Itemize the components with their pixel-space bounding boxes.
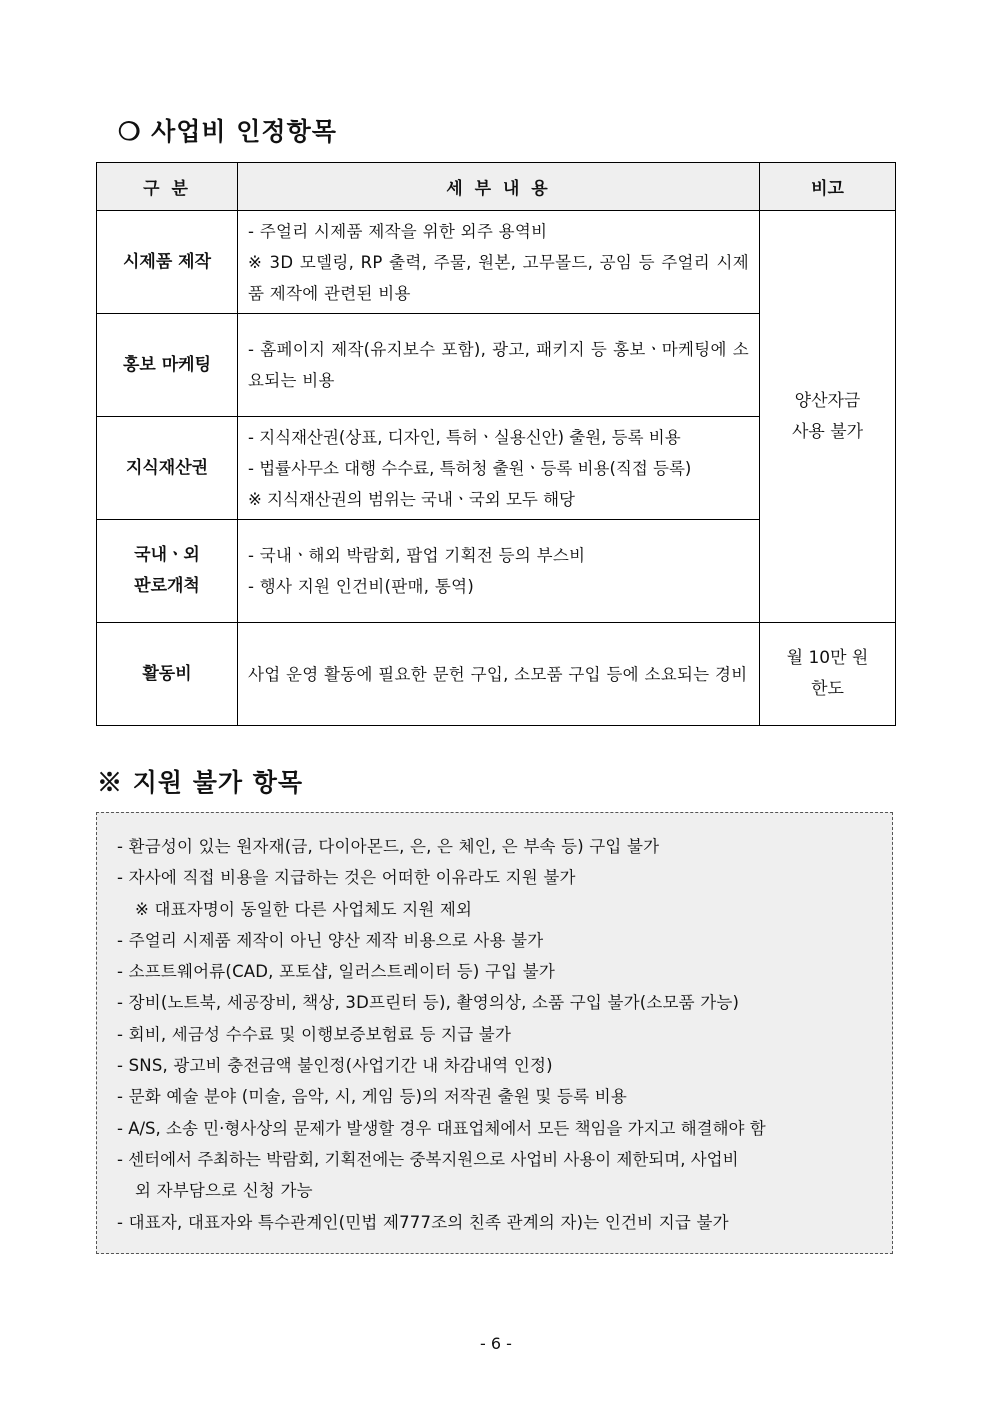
list-item: - 문화 예술 분야 (미술, 음악, 시, 게임 등)의 저작권 출원 및 등록 비용 bbox=[117, 1087, 628, 1107]
page-number: - 6 - bbox=[480, 1334, 512, 1353]
header-category: 구 분 bbox=[97, 163, 238, 211]
details-marketing bbox=[238, 314, 760, 417]
list-item: - 주얼리 시제품 제작이 아닌 양산 제작 비용으로 사용 불가 bbox=[117, 930, 544, 950]
detail-line: 사업 운영 활동에 필요한 문헌 구입, 소모품 구입 등에 소요되는 경비 bbox=[248, 664, 748, 684]
category-marketing: 홍보 마케팅 bbox=[97, 314, 238, 417]
category-activity: 활동비 bbox=[97, 623, 238, 726]
list-item: - SNS, 광고비 충전금액 불인정(사업기간 내 차감내역 인정) bbox=[117, 1056, 553, 1076]
section-title-unsupported-items: ※ 지원 불가 항목 bbox=[97, 768, 304, 797]
note-line: 사용 불가 bbox=[791, 421, 864, 442]
detail-line: - 홈페이지 제작(유지보수 포함), 광고, 패키지 등 홍보ㆍ마케팅에 소요되는 비용 bbox=[248, 340, 749, 390]
header-details: 세 부 내 용 bbox=[238, 163, 760, 211]
category-line: 국내ㆍ외 bbox=[134, 545, 200, 565]
detail-line: - 법률사무소 대행 수수료, 특허청 출원ㆍ등록 비용(직접 등록) bbox=[248, 458, 692, 478]
note-line: 한도 bbox=[811, 679, 844, 699]
details-ip bbox=[238, 417, 760, 520]
detail-line: - 국내ㆍ해외 박람회, 팝업 기획전 등의 부스비 bbox=[248, 546, 586, 565]
category-ip: 지식재산권 bbox=[97, 417, 238, 520]
detail-line: - 주얼리 시제품 제작을 위한 외주 용역비 bbox=[248, 221, 548, 241]
list-item: ※ 대표자명이 동일한 다른 사업체도 지원 제외 bbox=[135, 899, 473, 919]
note-activity-limit bbox=[760, 623, 896, 726]
category-sales-channel bbox=[97, 520, 238, 623]
list-item: - 소프트웨어류(CAD, 포토샵, 일러스트레이터 등) 구입 불가 bbox=[117, 962, 556, 982]
details-activity bbox=[238, 623, 760, 726]
category-prototype: 시제품 제작 bbox=[97, 211, 238, 314]
details-sales-channel bbox=[238, 520, 760, 623]
section-title-approved-items: ❍ 사업비 인정항목 bbox=[118, 117, 337, 146]
list-item: - 환금성이 있는 원자재(금, 다이아몬드, 은, 은 체인, 은 부속 등) 구입 불가 bbox=[117, 837, 660, 856]
note-line: 월 10만 원 bbox=[786, 648, 869, 668]
list-item: - 장비(노트북, 세공장비, 책상, 3D프린터 등), 촬영의상, 소품 구입 불가(소모품 가능) bbox=[117, 993, 740, 1013]
detail-line: ※ 3D 모델링, RP 출력, 주물, 원본, 고무몰드, 공임 등 주얼리 시제품 제작에 관련된 비용 bbox=[248, 252, 749, 303]
list-item: 외 자부담으로 신청 가능 bbox=[135, 1181, 313, 1201]
table-header-row bbox=[97, 163, 896, 211]
note-line: 양산자금 bbox=[794, 390, 861, 411]
header-note: 비고 bbox=[760, 163, 896, 211]
detail-line: - 지식재산권(상표, 디자인, 특허ㆍ실용신안) 출원, 등록 비용 bbox=[248, 427, 681, 447]
note-mass-production bbox=[760, 211, 896, 623]
detail-line: - 행사 지원 인건비(판매, 통역) bbox=[248, 577, 475, 596]
table-row bbox=[97, 211, 896, 314]
list-item: - A/S, 소송 민·형사상의 문제가 발생할 경우 대표업체에서 모든 책임을 가지고 해결해야 함 bbox=[117, 1118, 766, 1138]
details-prototype bbox=[238, 211, 760, 314]
unsupported-items-box bbox=[96, 812, 893, 1254]
detail-line: ※ 지식재산권의 범위는 국내ㆍ국외 모두 해당 bbox=[248, 489, 575, 509]
table-row bbox=[97, 623, 896, 726]
list-item: - 회비, 세금성 수수료 및 이행보증보험료 등 지급 불가 bbox=[117, 1024, 512, 1044]
category-line: 판로개척 bbox=[134, 576, 200, 596]
list-item: - 자사에 직접 비용을 지급하는 것은 어떠한 이유라도 지원 불가 bbox=[117, 868, 576, 888]
list-item: - 센터에서 주최하는 박람회, 기획전에는 중복지원으로 사업비 사용이 제한되며, 사업비 bbox=[117, 1149, 739, 1169]
approved-items-table bbox=[96, 162, 896, 726]
list-item: - 대표자, 대표자와 특수관계인(민법 제777조의 친족 관계의 자)는 인건비 지급 불가 bbox=[117, 1212, 729, 1232]
